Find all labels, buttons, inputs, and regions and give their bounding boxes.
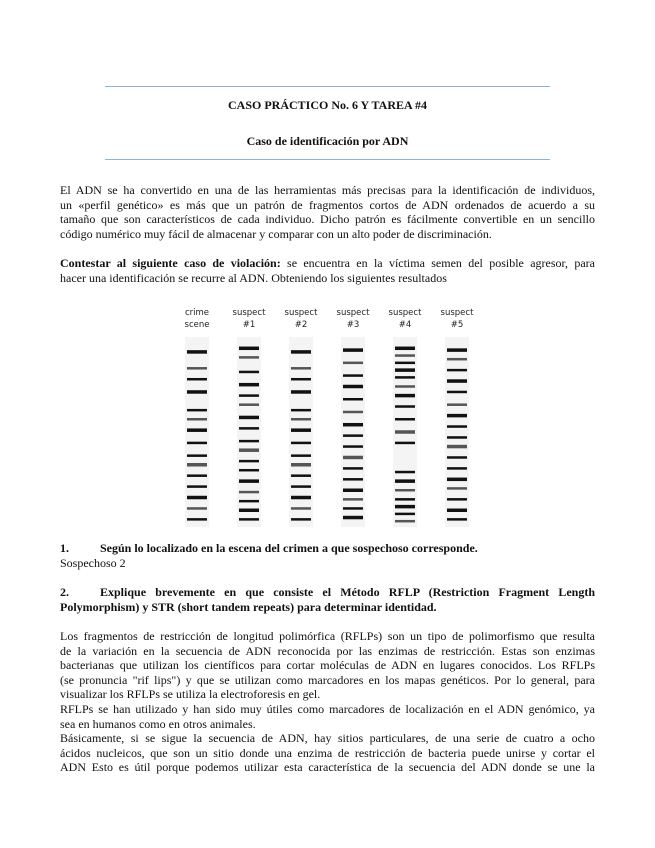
gel-lane <box>441 308 475 527</box>
question-2 <box>60 585 595 614</box>
lane-label: suspect <box>388 308 422 318</box>
q2-line2: Polymorphism) y STR (short tandem repeats) para determinar identidad. <box>60 599 437 614</box>
dna-band <box>343 434 363 437</box>
dna-band <box>239 356 259 359</box>
dna-band <box>447 403 467 406</box>
dna-band <box>239 403 259 406</box>
paragraph-line: Los fragmentos de restricción de longitud polimórfica (RFLPs) son un tipo de polimorfismo que resulta <box>60 629 595 643</box>
dna-band <box>187 409 207 412</box>
case-line2: hacer una identificación se recurre al ADN. Obteniendo los siguientes resultados <box>60 270 447 285</box>
dna-band <box>395 505 415 509</box>
dna-band <box>447 348 467 352</box>
page-title: CASO PRÁCTICO No. 6 Y TAREA #4 <box>227 98 428 112</box>
dna-band <box>187 418 207 421</box>
dna-band <box>187 518 207 521</box>
dna-band <box>343 516 363 520</box>
dna-band <box>343 398 363 401</box>
paragraph-line: de la variación en la secuencia de ADN reconocida por las enzimas de restricción. Estas son enzimas <box>60 643 595 658</box>
dna-band <box>447 369 467 372</box>
q1-text: Según lo localizado en la escena del crimen a que sospechoso corresponde. <box>100 541 478 555</box>
paragraph-line: ADN Esto es útil porque podemos utilizar esta característica de la secuencia del ADN donde se une la <box>60 760 595 775</box>
dna-band <box>447 414 467 418</box>
dna-band <box>187 378 207 381</box>
paragraph-line: tamaño que son característicos de cada individuo. Dicho patrón es fácilmente convertible en un sencillo <box>60 212 595 227</box>
dna-band <box>395 368 415 372</box>
dna-band <box>343 498 363 501</box>
dna-band <box>447 456 467 459</box>
paragraph-line: un «perfil genético» es más que un patrón de fragmentos cortos de ADN ordenados de acuerdo a su <box>60 197 595 212</box>
dna-band <box>343 411 363 414</box>
lane-sublabel: #4 <box>398 320 412 330</box>
dna-band <box>447 445 467 449</box>
dna-band <box>447 379 467 383</box>
page-subtitle: Caso de identificación por ADN <box>246 134 409 148</box>
lane-sublabel: #1 <box>242 320 256 330</box>
dna-band <box>239 460 259 463</box>
dna-band <box>343 423 363 427</box>
q2-number: 2. <box>60 585 69 599</box>
gel-lane <box>389 308 423 527</box>
lane-background <box>237 337 261 527</box>
dna-band <box>343 478 363 481</box>
dna-band <box>447 498 467 501</box>
paragraph-line: Básicamente, si se sigue la secuencia de ADN, hay sitios particulares, de una serie de cuatro a ocho <box>60 731 595 746</box>
paragraph-line: bacterianas que utilizan los científicos para cortar moléculas de ADN en lugares conocidos. Los RFLPs <box>60 658 595 673</box>
dna-band <box>187 428 207 432</box>
dna-band <box>395 471 415 474</box>
lane-label: suspect <box>232 308 266 318</box>
dna-band <box>187 507 207 510</box>
question-1 <box>60 541 595 570</box>
dna-band <box>395 405 415 408</box>
q2-line1: Explique brevemente en que consiste el Método RFLP (Restriction Fragment Length <box>100 585 595 599</box>
dna-gel-image <box>175 303 480 533</box>
dna-band <box>395 394 415 398</box>
dna-band <box>343 374 363 377</box>
dna-band <box>187 367 207 370</box>
q1-number: 1. <box>60 541 69 555</box>
dna-band <box>291 418 311 421</box>
dna-band <box>343 362 363 365</box>
dna-band <box>395 362 415 365</box>
dna-band <box>239 383 259 387</box>
gel-lane <box>233 308 267 527</box>
paragraph-line: visualizar los RFLPs se utiliza la electroforesis en gel. <box>60 687 321 702</box>
gel-lane <box>285 308 319 527</box>
dna-band <box>291 428 311 432</box>
dna-band <box>447 425 467 428</box>
dna-band <box>291 496 311 500</box>
dna-band <box>187 454 207 457</box>
dna-band <box>395 354 415 357</box>
dna-band <box>239 440 259 443</box>
dna-band <box>187 496 207 500</box>
dna-band <box>291 350 311 354</box>
paragraph-line: RFLPs se han utilizado y han sido muy útiles como marcadores de localización en el ADN genómico, ya <box>60 701 595 716</box>
dna-band <box>239 427 259 430</box>
dna-band <box>291 409 311 412</box>
dna-band <box>291 474 311 477</box>
dna-band <box>343 467 363 470</box>
dna-band <box>343 488 363 492</box>
dna-band <box>187 442 207 445</box>
dna-band <box>187 463 207 467</box>
dna-band <box>239 448 259 452</box>
dna-band <box>447 518 467 521</box>
dna-band <box>447 487 467 490</box>
dna-band <box>187 474 207 477</box>
dna-band <box>343 507 363 510</box>
dna-band <box>447 467 467 470</box>
dna-band <box>239 491 259 494</box>
paragraph-line: (se pronuncia "rif lips") y que se utilizan como marcadores en los mapas genéticos. Por lo general, para <box>60 672 595 687</box>
lane-sublabel: #5 <box>450 320 464 330</box>
intro-paragraph <box>60 183 595 241</box>
dna-band <box>447 509 467 513</box>
answer-2-paragraph <box>60 629 595 775</box>
case-line1-rest: se encuentra en la víctima semen del posible agresor, para <box>280 256 595 270</box>
dna-band <box>447 358 467 361</box>
dna-band <box>291 454 311 457</box>
dna-band <box>239 509 259 513</box>
gel-lane <box>337 308 371 527</box>
dna-band <box>239 479 259 483</box>
lane-sublabel: #2 <box>294 320 308 330</box>
dna-band <box>395 376 415 379</box>
gel-lane <box>185 308 210 527</box>
dna-band <box>291 367 311 370</box>
dna-band <box>239 371 259 374</box>
dna-band <box>291 442 311 445</box>
dna-band <box>395 430 415 434</box>
dna-band <box>343 385 363 389</box>
dna-band <box>395 479 415 483</box>
paragraph-line: ácidos nucleicos, que son un sitio donde una enzima de restricción de bacteria puede unirse y cortar el <box>60 745 595 760</box>
dna-band <box>395 442 415 445</box>
dna-band <box>447 436 467 439</box>
dna-band <box>395 520 415 523</box>
dna-band <box>291 507 311 510</box>
dna-band <box>395 498 415 501</box>
dna-band <box>291 485 311 488</box>
q1-answer: Sospechoso 2 <box>60 555 126 570</box>
dna-band <box>395 418 415 421</box>
paragraph-line: código numérico muy fácil de almacenar y comparar con un alto poder de discriminación. <box>60 226 492 241</box>
dna-band <box>239 394 259 397</box>
case-lead: Contestar al siguiente caso de violación: <box>60 256 281 270</box>
lane-label: suspect <box>440 308 474 318</box>
case-paragraph <box>60 256 595 285</box>
dna-band <box>343 456 363 460</box>
dna-band <box>239 518 259 521</box>
dna-band <box>395 513 415 516</box>
dna-band <box>447 391 467 394</box>
dna-band <box>395 489 415 492</box>
paragraph-line: El ADN se ha convertido en una de las herramientas más precisas para la identificación de individuos, <box>60 183 595 197</box>
dna-band <box>239 416 259 420</box>
dna-band <box>187 390 207 394</box>
lane-sublabel: scene <box>184 320 210 330</box>
lane-label: suspect <box>284 308 318 318</box>
lane-sublabel: #3 <box>346 320 360 330</box>
dna-band <box>187 350 207 354</box>
dna-band <box>291 378 311 381</box>
dna-band <box>239 347 259 351</box>
dna-band <box>291 518 311 521</box>
dna-band <box>395 385 415 388</box>
dna-band <box>395 347 415 351</box>
dna-band <box>343 445 363 448</box>
subtitle-rule <box>105 159 550 160</box>
dna-band <box>343 348 363 352</box>
dna-band <box>239 500 259 503</box>
dna-band <box>291 463 311 467</box>
lane-label: suspect <box>336 308 370 318</box>
dna-band <box>239 469 259 472</box>
top-rule <box>105 86 550 87</box>
lane-label: crime <box>184 308 210 318</box>
dna-band <box>447 478 467 482</box>
dna-band <box>291 390 311 394</box>
dna-band <box>187 485 207 488</box>
paragraph-line: sea en humanos como en otros animales. <box>60 716 256 731</box>
